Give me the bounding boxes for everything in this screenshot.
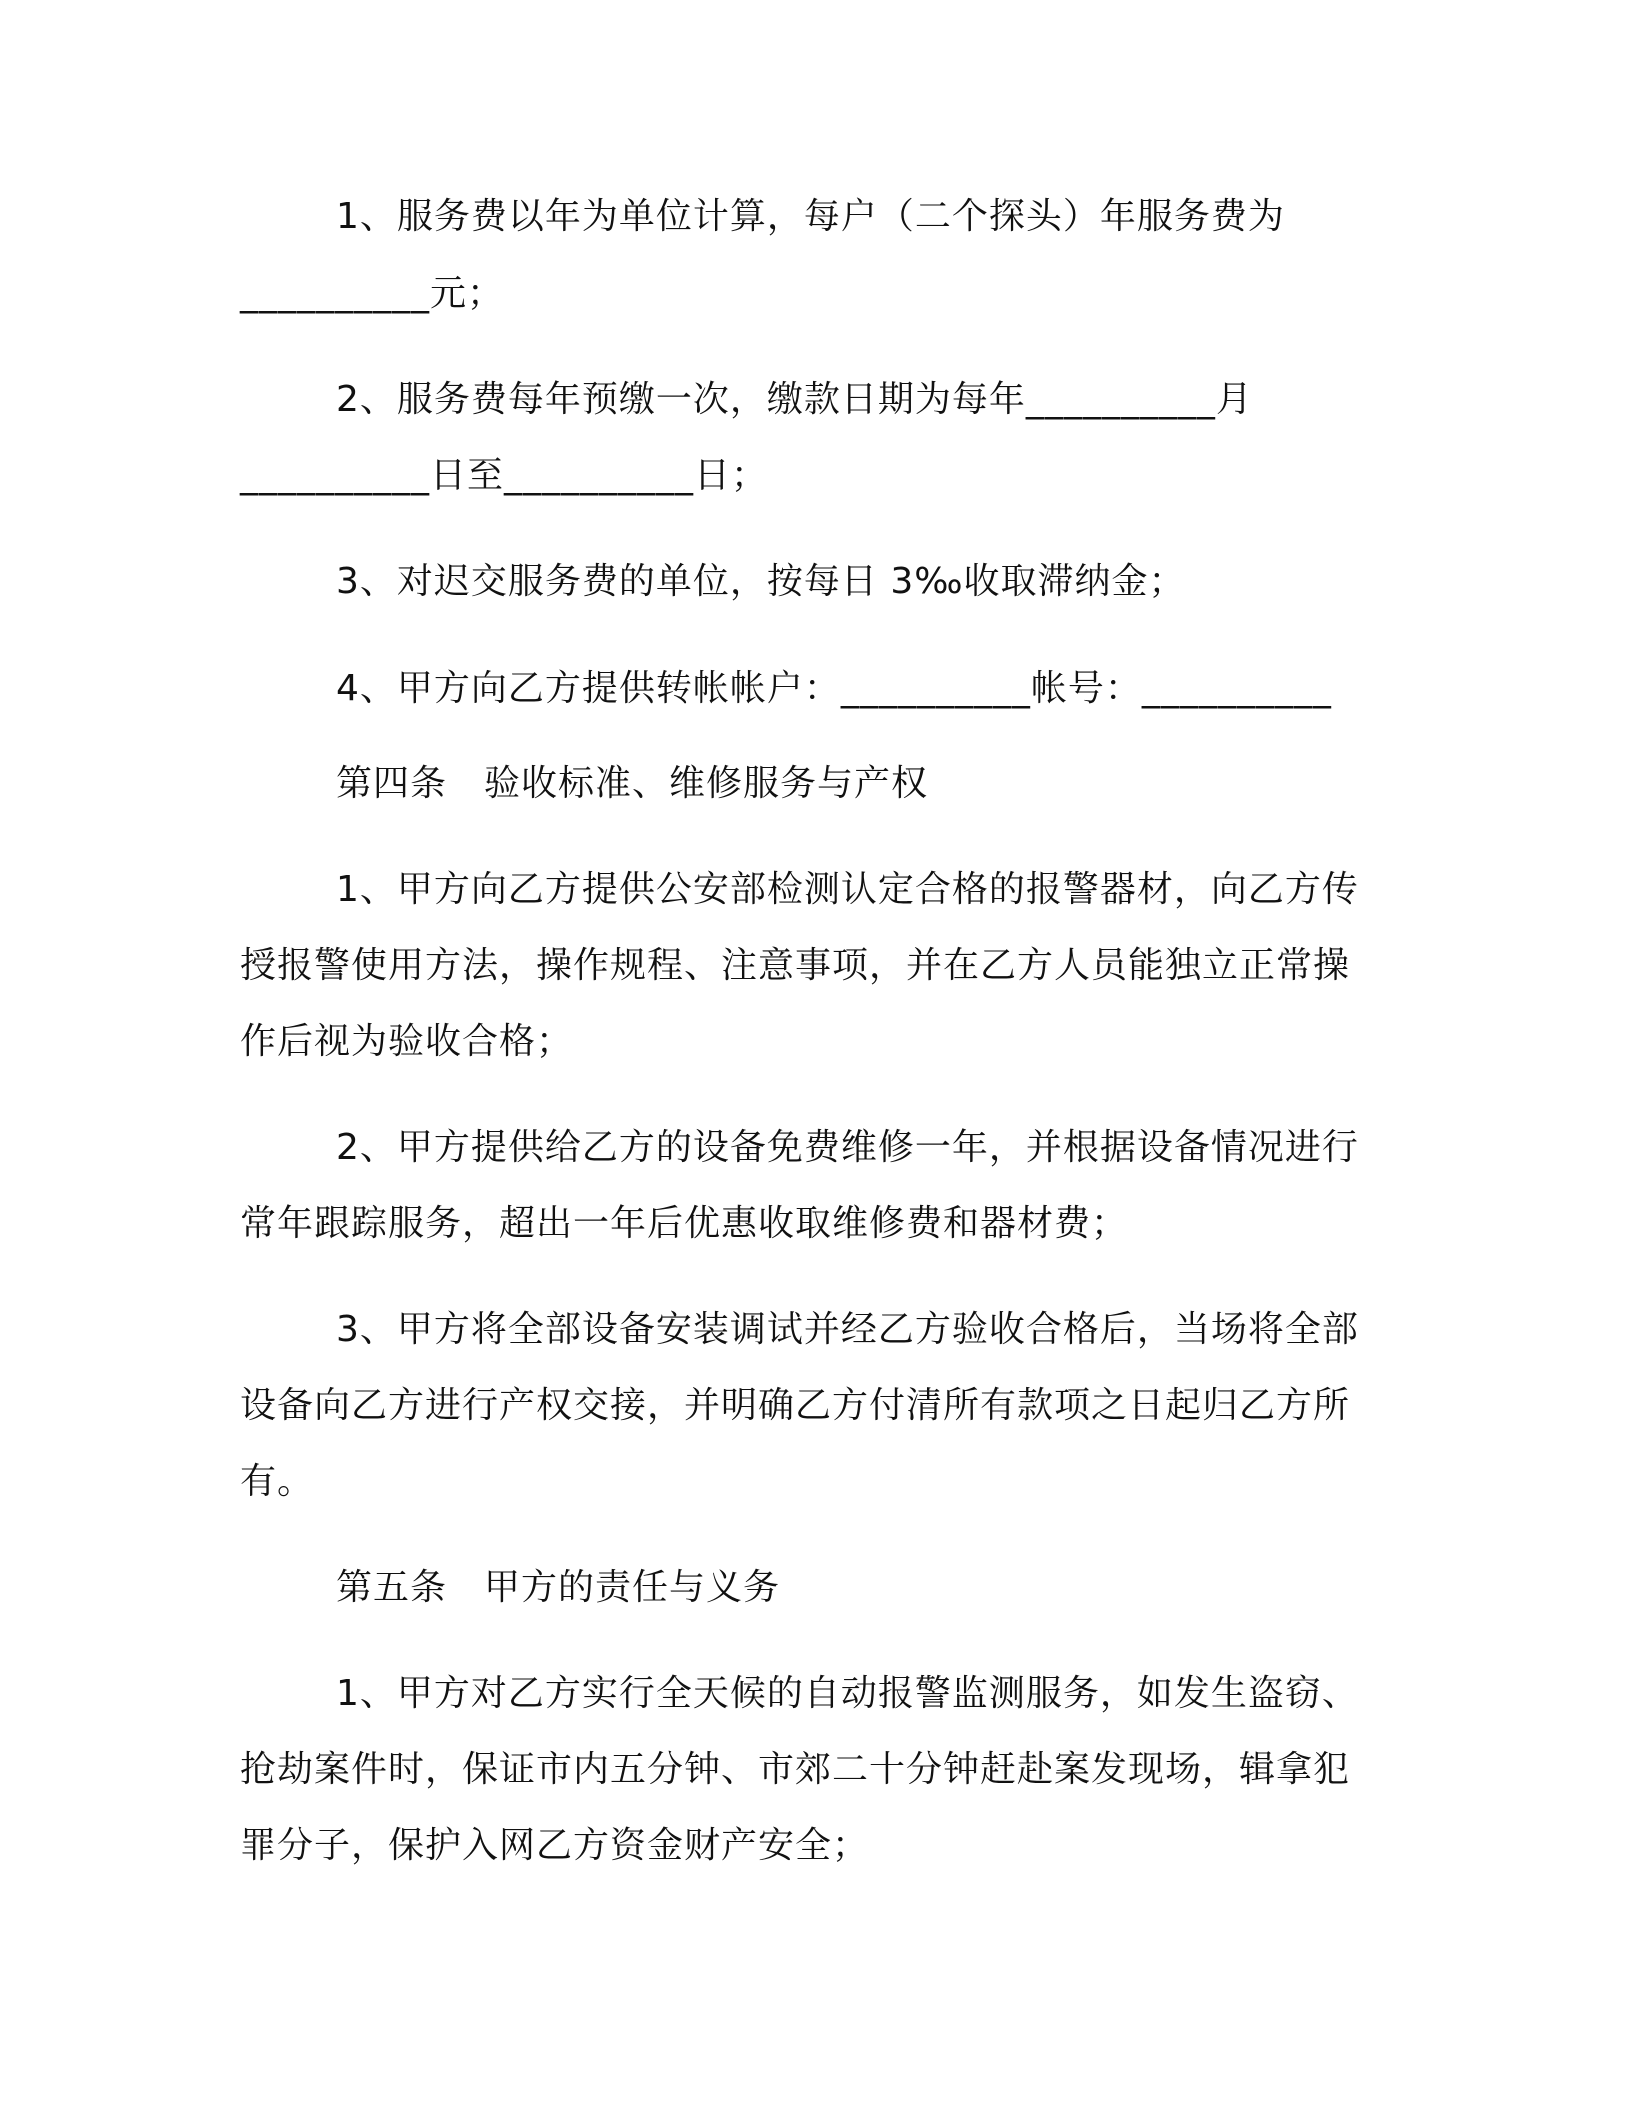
clause-3-line-1: 3、对迟交服务费的单位，按每日 3‰收取滞纳金；	[336, 561, 1186, 602]
section-4-item-1-line-1: 1、甲方向乙方提供公安部检测认定合格的报警器材，向乙方传	[336, 869, 1359, 910]
section-4-item-1-line-3: 作后视为验收合格；	[240, 1021, 574, 1062]
section-4-item-3-line-1: 3、甲方将全部设备安装调试并经乙方验收合格后，当场将全部	[336, 1309, 1359, 1350]
section-5-heading: 第五条 甲方的责任与义务	[336, 1567, 781, 1608]
section-4-item-2-line-1: 2、甲方提供给乙方的设备免费维修一年，并根据设备情况进行	[336, 1127, 1359, 1168]
section-4-item-2-line-2: 常年跟踪服务，超出一年后优惠收取维修费和器材费；	[240, 1203, 1129, 1244]
section-4-heading: 第四条 验收标准、维修服务与产权	[336, 763, 929, 804]
section-4-item-3-line-2: 设备向乙方进行产权交接，并明确乙方付清所有款项之日起归乙方所	[240, 1385, 1351, 1426]
section-4-item-1-line-2: 授报警使用方法，操作规程、注意事项，并在乙方人员能独立正常操	[240, 945, 1351, 986]
document-page	[240, 0, 1420, 2112]
section-5-item-1-line-3: 罪分子，保护入网乙方资金财产安全；	[240, 1825, 870, 1866]
clause-2-line-1: 2、服务费每年预缴一次，缴款日期为每年__________月	[336, 379, 1253, 420]
section-5-item-1-line-2: 抢劫案件时，保证市内五分钟、市郊二十分钟赶赴案发现场，辑拿犯	[240, 1749, 1351, 1790]
section-4-item-3-line-3: 有。	[240, 1461, 315, 1502]
clause-2-line-2: __________日至__________日；	[240, 455, 769, 496]
clause-1-line-2: __________元；	[240, 273, 505, 314]
clause-4-line-1: 4、甲方向乙方提供转帐帐户：__________帐号：__________	[336, 668, 1332, 709]
clause-1-line-1: 1、服务费以年为单位计算，每户（二个探头）年服务费为	[336, 196, 1285, 237]
section-5-item-1-line-1: 1、甲方对乙方实行全天候的自动报警监测服务，如发生盗窃、	[336, 1673, 1359, 1714]
